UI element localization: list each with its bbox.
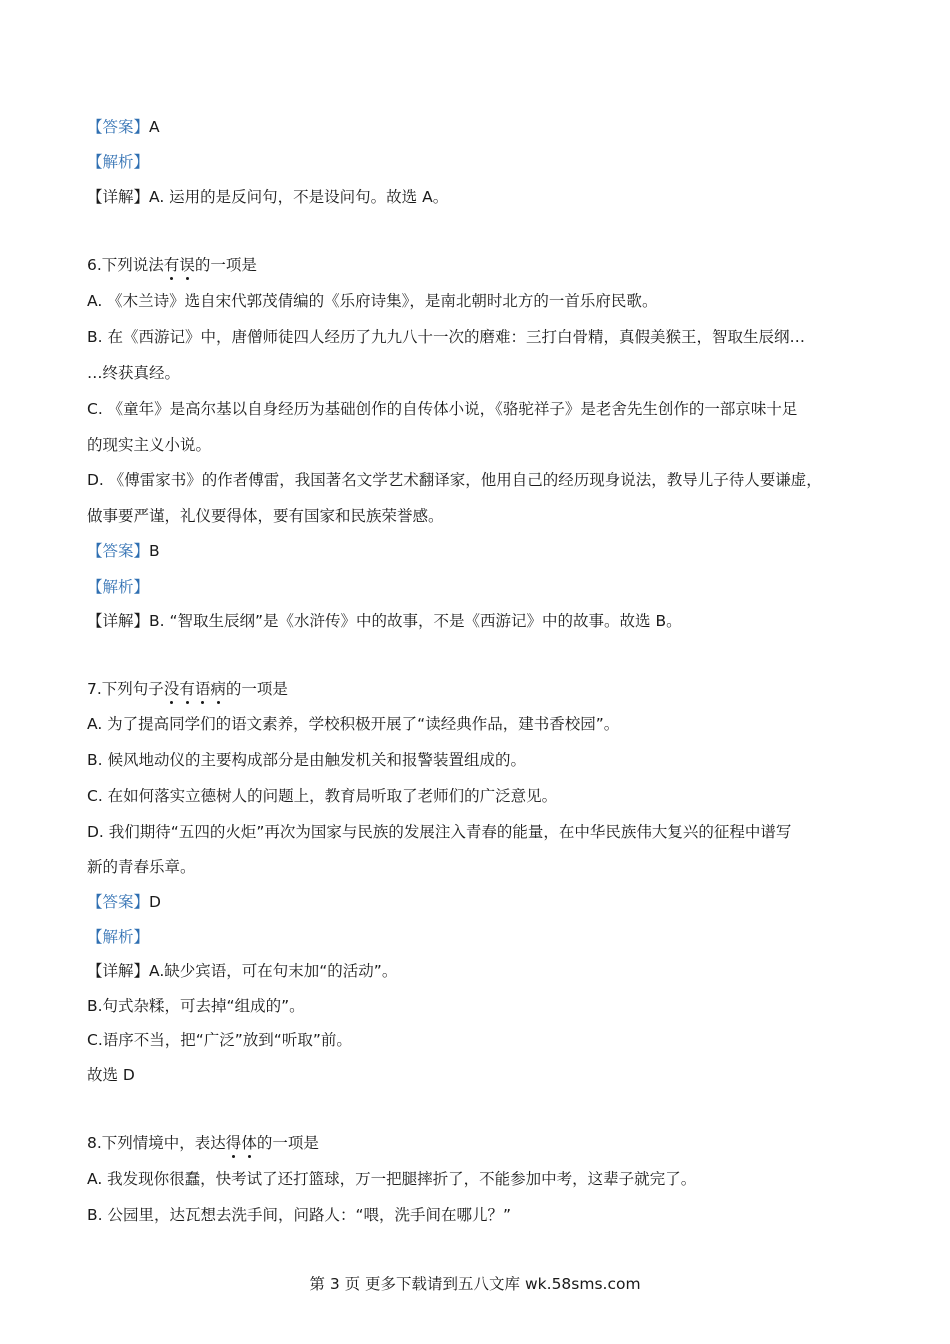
stem-suffix: 的一项是	[225, 680, 288, 698]
answer-tag: 【答案】	[87, 542, 150, 560]
q7-option-a: A. 为了提高同学们的语文素养，学校积极开展了“读经典作品，建书香校园”。	[87, 715, 620, 733]
stem-suffix: 的一项是	[194, 256, 257, 274]
answer-value: A	[149, 118, 160, 136]
q6-stem	[87, 254, 880, 276]
q7-detail-1: 【详解】A.缺少宾语，可在句末加“的活动”。	[87, 962, 398, 980]
q7-answer	[87, 891, 880, 913]
q5-detail: 【详解】A. 运用的是反问句，不是设问句。故选 A。	[87, 188, 449, 206]
q6-option-a: A. 《木兰诗》选自宋代郭茂倩编的《乐府诗集》，是南北朝时北方的一首乐府民歌。	[87, 292, 658, 310]
emphasis-char: 得	[225, 1134, 242, 1152]
emphasis-char: 误	[179, 256, 195, 274]
q6-answer	[87, 540, 880, 562]
emphasis-char: 病	[210, 680, 226, 698]
q6-option-d-line2: 做事要严谨，礼仪要得体，要有国家和民族荣誉感。	[87, 507, 444, 525]
q7-detail-3: C.语序不当，把“广泛”放到“听取”前。	[87, 1031, 352, 1049]
footer-page-text: 第 3 页 更多下载请到五八文库	[309, 1275, 525, 1293]
q6-option-b-line1: B. 在《西游记》中，唐僧师徒四人经历了九九八十一次的磨难：三打白骨精，真假美猴王，智取生辰纲…	[87, 328, 805, 346]
q7-option-d-line1: D. 我们期待“五四的火炬”再次为国家与民族的发展注入青春的能量，在中华民族伟大复兴的征程中谱写	[87, 823, 792, 841]
footer-site-link[interactable]: wk.58sms.com	[524, 1275, 641, 1293]
q6-analysis-tag: 【解析】	[87, 578, 150, 596]
q6-detail: 【详解】B. “智取生辰纲”是《水浒传》中的故事，不是《西游记》中的故事。故选 B。	[87, 612, 682, 630]
emphasis-char: 体	[241, 1134, 257, 1152]
answer-tag: 【答案】	[87, 893, 150, 911]
answer-value: B	[149, 542, 160, 560]
q6-option-c-line1: C. 《童年》是高尔基以自身经历为基础创作的自传体小说，《骆驼祥子》是老舍先生创作的一部京味十足	[87, 400, 798, 418]
q7-detail-4: 故选 D	[87, 1066, 135, 1084]
q7-stem	[87, 678, 880, 700]
emphasis-char: 有	[179, 680, 195, 698]
q5-analysis-tag: 【解析】	[87, 153, 150, 171]
q6-option-d-line1: D. 《傅雷家书》的作者傅雷，我国著名文学艺术翻译家，他用自己的经历现身说法，教导儿子待人要谦虚，	[87, 471, 822, 489]
stem-prefix: 8.下列情境中，表达	[87, 1134, 226, 1152]
answer-tag: 【答案】	[87, 118, 150, 136]
q7-option-b: B. 候风地动仪的主要构成部分是由触发机关和报警装置组成的。	[87, 751, 526, 769]
answer-value: D	[149, 893, 161, 911]
q6-option-b-line2: …终获真经。	[87, 364, 181, 382]
q8-stem	[87, 1132, 880, 1154]
stem-suffix: 的一项是	[256, 1134, 319, 1152]
q6-option-c-line2: 的现实主义小说。	[87, 436, 212, 454]
q5-answer	[87, 116, 880, 138]
stem-prefix: 7.下列句子	[87, 680, 164, 698]
q7-option-c: C. 在如何落实立德树人的问题上，教育局听取了老师们的广泛意见。	[87, 787, 558, 805]
emphasis-char: 没	[163, 680, 180, 698]
q7-detail-2: B.句式杂糅，可去掉“组成的”。	[87, 997, 305, 1015]
emphasis-char: 有	[163, 256, 180, 274]
q7-option-d-line2: 新的青春乐章。	[87, 858, 196, 876]
q8-option-a: A. 我发现你很蠢，快考试了还打篮球，万一把腿摔折了，不能参加中考，这辈子就完了。	[87, 1170, 697, 1188]
stem-prefix: 6.下列说法	[87, 256, 164, 274]
page-footer	[0, 1273, 950, 1295]
q8-option-b: B. 公园里，达瓦想去洗手间，问路人：“喂，洗手间在哪儿？”	[87, 1206, 512, 1224]
q7-analysis-tag: 【解析】	[87, 928, 150, 946]
emphasis-char: 语	[194, 680, 211, 698]
